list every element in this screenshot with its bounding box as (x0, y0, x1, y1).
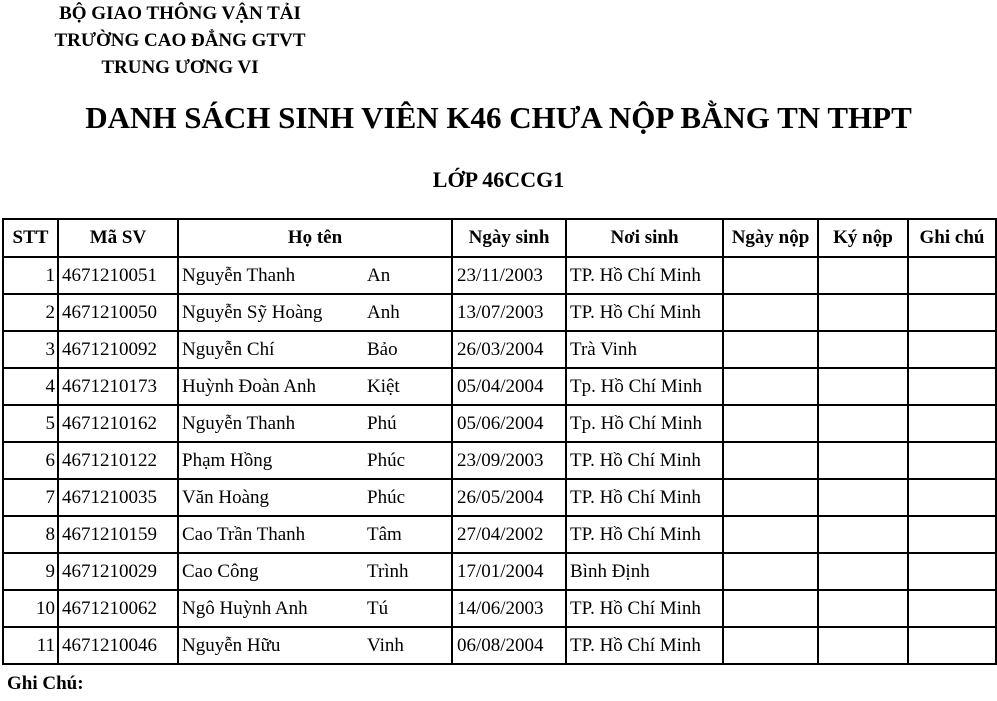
cell-ky-nop (818, 442, 908, 479)
cell-ho: Phạm Hồng (178, 442, 364, 479)
org-name-region: TRUNG ƯƠNG VI (101, 57, 259, 78)
cell-stt: 3 (3, 331, 58, 368)
col-header-ngay-nop: Ngày nộp (723, 219, 818, 257)
cell-ngay-nop (723, 405, 818, 442)
cell-ho: Nguyễn Chí (178, 331, 364, 368)
cell-noi-sinh: TP. Hồ Chí Minh (566, 442, 723, 479)
cell-stt: 1 (3, 257, 58, 294)
cell-ten: Phú (364, 405, 452, 442)
cell-noi-sinh: Tp. Hồ Chí Minh (566, 405, 723, 442)
document-title: DANH SÁCH SINH VIÊN K46 CHƯA NỘP BẰNG TN THPT (85, 100, 912, 135)
col-header-ngay-sinh: Ngày sinh (452, 219, 566, 257)
cell-noi-sinh: TP. Hồ Chí Minh (566, 257, 723, 294)
table-row (3, 368, 996, 405)
cell-ma-sv: 4671210035 (58, 479, 178, 516)
cell-ho: Nguyễn Sỹ Hoàng (178, 294, 364, 331)
cell-ho: Ngô Huỳnh Anh (178, 590, 364, 627)
cell-ngay-sinh: 23/09/2003 (452, 442, 566, 479)
cell-ky-nop (818, 368, 908, 405)
cell-ma-sv: 4671210159 (58, 516, 178, 553)
cell-stt: 5 (3, 405, 58, 442)
cell-stt: 4 (3, 368, 58, 405)
cell-ngay-nop (723, 368, 818, 405)
cell-ma-sv: 4671210162 (58, 405, 178, 442)
org-name-ministry: BỘ GIAO THÔNG VẬN TẢI (59, 3, 301, 24)
cell-ghi-chu (908, 627, 996, 664)
cell-stt: 6 (3, 442, 58, 479)
cell-ngay-sinh: 27/04/2002 (452, 516, 566, 553)
table-row (3, 590, 996, 627)
cell-noi-sinh: TP. Hồ Chí Minh (566, 627, 723, 664)
cell-ky-nop (818, 627, 908, 664)
cell-ngay-sinh: 05/06/2004 (452, 405, 566, 442)
cell-ngay-nop (723, 627, 818, 664)
cell-ngay-sinh: 26/05/2004 (452, 479, 566, 516)
cell-ky-nop (818, 294, 908, 331)
cell-ghi-chu (908, 405, 996, 442)
class-label: LỚP 46CCG1 (432, 167, 565, 192)
table-row (3, 479, 996, 516)
cell-ma-sv: 4671210062 (58, 590, 178, 627)
cell-ky-nop (818, 479, 908, 516)
cell-stt: 8 (3, 516, 58, 553)
cell-noi-sinh: TP. Hồ Chí Minh (566, 516, 723, 553)
col-header-stt: STT (3, 219, 58, 257)
cell-ten: Anh (364, 294, 452, 331)
cell-ghi-chu (908, 331, 996, 368)
cell-ngay-sinh: 23/11/2003 (452, 257, 566, 294)
cell-ma-sv: 4671210092 (58, 331, 178, 368)
cell-ngay-sinh: 05/04/2004 (452, 368, 566, 405)
cell-ten: Tú (364, 590, 452, 627)
cell-ky-nop (818, 257, 908, 294)
cell-ngay-nop (723, 294, 818, 331)
student-table (2, 218, 997, 665)
cell-ngay-nop (723, 442, 818, 479)
cell-ngay-nop (723, 257, 818, 294)
footer-note-label: Ghi Chú: (7, 673, 84, 694)
table-row (3, 627, 996, 664)
table-row (3, 294, 996, 331)
cell-ngay-sinh: 06/08/2004 (452, 627, 566, 664)
cell-ngay-sinh: 26/03/2004 (452, 331, 566, 368)
cell-stt: 2 (3, 294, 58, 331)
cell-stt: 9 (3, 553, 58, 590)
cell-ky-nop (818, 553, 908, 590)
cell-ngay-sinh: 13/07/2003 (452, 294, 566, 331)
cell-ky-nop (818, 405, 908, 442)
col-header-ma-sv: Mã SV (58, 219, 178, 257)
cell-ho: Văn Hoàng (178, 479, 364, 516)
cell-ten: Trình (364, 553, 452, 590)
cell-ky-nop (818, 331, 908, 368)
cell-ten: Tâm (364, 516, 452, 553)
cell-noi-sinh: TP. Hồ Chí Minh (566, 479, 723, 516)
cell-ten: An (364, 257, 452, 294)
org-name-school: TRƯỜNG CAO ĐẲNG GTVT (54, 30, 306, 51)
cell-ho: Nguyễn Thanh (178, 257, 364, 294)
col-header-ho-ten: Họ tên (178, 219, 452, 257)
cell-ghi-chu (908, 479, 996, 516)
cell-ten: Phúc (364, 442, 452, 479)
cell-ngay-sinh: 14/06/2003 (452, 590, 566, 627)
cell-ho: Huỳnh Đoàn Anh (178, 368, 364, 405)
cell-ngay-sinh: 17/01/2004 (452, 553, 566, 590)
col-header-ghi-chu: Ghi chú (908, 219, 996, 257)
cell-ma-sv: 4671210122 (58, 442, 178, 479)
cell-ho: Cao Công (178, 553, 364, 590)
cell-stt: 11 (3, 627, 58, 664)
cell-ma-sv: 4671210051 (58, 257, 178, 294)
table-row (3, 516, 996, 553)
cell-ghi-chu (908, 553, 996, 590)
cell-ngay-nop (723, 479, 818, 516)
cell-ma-sv: 4671210050 (58, 294, 178, 331)
cell-ngay-nop (723, 553, 818, 590)
cell-noi-sinh: TP. Hồ Chí Minh (566, 294, 723, 331)
col-header-ky-nop: Ký nộp (818, 219, 908, 257)
cell-ghi-chu (908, 257, 996, 294)
cell-ghi-chu (908, 590, 996, 627)
cell-ky-nop (818, 516, 908, 553)
cell-ngay-nop (723, 331, 818, 368)
table-row (3, 442, 996, 479)
cell-ho: Nguyễn Thanh (178, 405, 364, 442)
cell-ten: Kiệt (364, 368, 452, 405)
cell-noi-sinh: Tp. Hồ Chí Minh (566, 368, 723, 405)
table-row (3, 553, 996, 590)
cell-stt: 10 (3, 590, 58, 627)
cell-ten: Phúc (364, 479, 452, 516)
cell-noi-sinh: Trà Vinh (566, 331, 723, 368)
table-row (3, 405, 996, 442)
cell-ngay-nop (723, 590, 818, 627)
cell-ma-sv: 4671210173 (58, 368, 178, 405)
cell-ma-sv: 4671210029 (58, 553, 178, 590)
table-row (3, 331, 996, 368)
table-row (3, 257, 996, 294)
cell-ghi-chu (908, 516, 996, 553)
cell-ky-nop (818, 590, 908, 627)
col-header-noi-sinh: Nơi sinh (566, 219, 723, 257)
cell-ten: Vinh (364, 627, 452, 664)
cell-stt: 7 (3, 479, 58, 516)
cell-noi-sinh: TP. Hồ Chí Minh (566, 590, 723, 627)
cell-ngay-nop (723, 516, 818, 553)
cell-ho: Cao Trần Thanh (178, 516, 364, 553)
cell-ghi-chu (908, 442, 996, 479)
cell-ho: Nguyễn Hữu (178, 627, 364, 664)
cell-noi-sinh: Bình Định (566, 553, 723, 590)
cell-ma-sv: 4671210046 (58, 627, 178, 664)
table-header-row (3, 219, 996, 257)
cell-ghi-chu (908, 294, 996, 331)
cell-ten: Bảo (364, 331, 452, 368)
cell-ghi-chu (908, 368, 996, 405)
